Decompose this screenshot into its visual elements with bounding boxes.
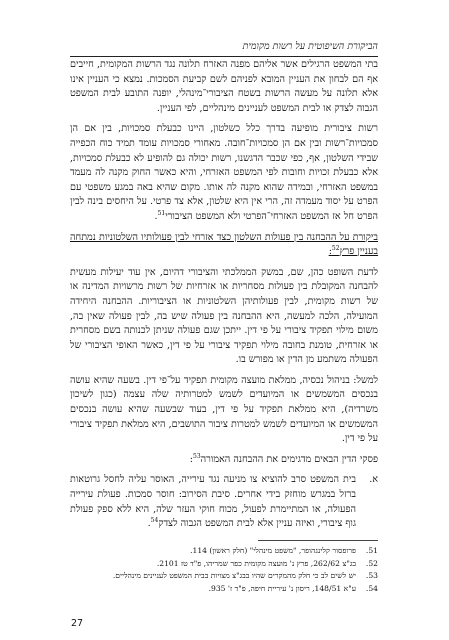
footnote-ref[interactable]: 53 bbox=[193, 452, 201, 460]
footnotes bbox=[70, 545, 378, 595]
running-header-title: הביקורת השיפוטית על רשות מקומית bbox=[242, 41, 378, 52]
paragraph-underlined: ביקורת על ההבחנה בין פעולות השלטון כצד אזרחי לבין פעולותיו השלטוניות נמתחה בעניין פרץ$^{52}$: bbox=[70, 231, 378, 258]
paragraph bbox=[70, 374, 378, 447]
footnote-separator bbox=[258, 540, 378, 541]
paragraph-text: למשל: בניהול נכסיה, ממלאת מועצה מקומית תפקיד על־פי דין. בשעה שהיא עושה בנכסים המשמשים או המיועדים לשמש למטרותיה שלה עצמה (כגון לשיכון משרדיה), היא ממלאת תפקיד על פי דין, בעוד שבשעה שהיא עושה בנכסים המשמשים או המיועדים לשמש למטרות ציבור התושבים, היא ממלאת תפקיד ציבורי על פי דין. bbox=[70, 374, 378, 445]
body-text bbox=[70, 58, 378, 538]
footnote-ref[interactable]: 52 bbox=[331, 244, 340, 252]
paragraph-text: לדעת השופט כהן, שם, במשק הממלכתי והציבורי דהיום, אין עוד יעילות מעשית להבחנה המקובלת בין פעולות מסחריות או אזרחיות של רשות מרשויות המדינה או של רשות מקומית, לבין פעולותיהן השלטוניות או הציבוריות. ההבחנה היחידה המועילה, הלכה למעשה, היא ההבחנה בין פעולה שיש בה, לבין פעולה שאין בה, משום מילוי תפקיד ציבורי על פי דין. ייתכן שגם פעולה שניתן לכנותה בשם מסחרית או אזרחית, טומנת בחובה מילוי תפקיד ציבורי על פי דין, כאשר האופי הציבורי של הפעולה משתמע מן הדין או מפורש בו. bbox=[70, 266, 378, 366]
list-item-text: בית המשפט סרב להוציא צו מניעה נגד עירייה, האוסר עליה לחסל גרוטאות ברזל במגרש מוחזק בידי אחרים. סיבת הסירוב: חוסר סמכות. פעולת עירייה הפעולה, או המתיימרת לפעול, מכוח חוקי העזר שלה, היא ללא ספק פעולת גוף ציבורי, ואיזה עניין אלא לבית המשפט הגבוה לצדק$^{54}$. bbox=[70, 474, 356, 530]
paragraph-text: בתי המשפט הרגילים אשר אליהם מפנה האזרח תלונה נגד הרשות המקומית, חייבים אף הם לבחון את העניין המובא לפניהם לשם קביעת הסמכות. נמצא כי העניין אינו אלא תלונה על מעשה הרשות בשטח הציבורי־מינהלי, יופנה התובע לבית המשפט הגבוה לצדק או לבית המשפט לעניינים מינהליים, לפי העניין. bbox=[70, 59, 378, 114]
footnote-ref[interactable]: 54 bbox=[150, 517, 159, 525]
list-marker: א. bbox=[369, 474, 378, 486]
paragraph bbox=[70, 266, 378, 368]
footnote bbox=[70, 545, 378, 558]
footnote-text: פרופסור קלינגהופר, "משפט מינהלי" (חלק ראשון) 114. bbox=[190, 546, 356, 555]
footnote-ref[interactable]: 51 bbox=[157, 209, 166, 217]
footnote-text: ע"א 148/51, ריסון נ' עיריית חיפה, פ"ד ז' 935. bbox=[208, 583, 356, 593]
footnote-number: 51. bbox=[365, 546, 378, 555]
list-item-body: בית המשפט סרב להוציא צו מניעה נגד עירייה, האוסר עליה לחסל גרוטאות ברזל במגרש מוחזק בידי אחרים. סיבת הסירוב: חוסר סמכות. פעולת עירייה הפעולה, או המתיימרת לפעול, מכוח חוקי העזר שלה, היא ללא ספק פעולת גוף ציבורי, ואיזה עניין אלא לבית המשפט הגבוה לצדק bbox=[70, 474, 356, 530]
running-header bbox=[70, 34, 378, 57]
footnote-number: 52. bbox=[365, 558, 378, 568]
footnote-text: בג"צ 262/62, פרץ נ' מועצה מקומית כפר שמריהו, פ"ד טז 2101. bbox=[156, 558, 356, 568]
footnote-text: יש לשים לב כי חלק מהמקרים שהיו בבג"צ מצויות בבית המשפט לעניינים מינהליים. bbox=[112, 571, 356, 580]
footnote bbox=[70, 570, 378, 583]
list-item bbox=[70, 473, 378, 531]
footnote-number: 53. bbox=[365, 571, 378, 580]
paragraph bbox=[70, 58, 378, 116]
page-number: 27 bbox=[71, 618, 84, 629]
paragraph-text: ביקורת על ההבחנה בין פעולות השלטון כצד אזרחי לבין פעולותיו השלטוניות נמתחה בעניין פרץ bbox=[70, 231, 378, 258]
paragraph-text: רשות ציבורית מופיעה בדרך כלל כשלטון, היינו כבעלת סמכויות, בין אם הן סמכויות־רשות ובין אם הן סמכויות־חובה. מאחורי סמכויות עומד תמיד כוח הכפייה שבידי השלטון, אף, כפי שכבר הדגשנו, רשות יכולה גם להופיע לא כבעלת סמכויות, אלא כבעלת זכויות וחובות לפי המשפט האזרחי, והיא כאשר החוק מקנה לה מעמד במשפט האזרחי, ובמידה שהוא מקנה לה אותו. מקום שהיא באה במגע משפטי עם הפרט על יסוד מעמדה זה, הרי אין היא שלטון, אלא צד פרטי. על היחסים בינה לבין הפרט חל אז המשפט האזרחי־הפרטי ולא המשפט הציבורי bbox=[70, 123, 378, 222]
paragraph: פסקי הדין הבאים מדגימים את ההבחנה האמורה$^{53}$: bbox=[189, 452, 378, 465]
paragraph: רשות ציבורית מופיעה בדרך כלל כשלטון, היינו כבעלת סמכויות, בין אם הן סמכויות־רשות ובין אם הן סמכויות־חובה. מאחורי סמכויות עומד תמיד כוח הכפייה שבידי השלטון, אף, כפי שכבר הדגשנו, רשות יכולה גם להופיע לא כבעלת סמכויות, אלא כבעלת זכויות וחובות לפי המשפט האזרחי, והיא כאשר החוק מקנה לה מעמד במשפט האזרחי, ובמידה שהוא מקנה לה אותו. מקום שהיא באה במגע משפטי עם הפרט על יסוד מעמדה זה, הרי אין היא שלטון, אלא צד פרטי. על היחסים בינה לבין הפרט חל אז המשפט האזרחי־הפרטי ולא המשפט הציבורי$^{51}$. bbox=[70, 123, 378, 222]
paragraph-text: פסקי הדין הבאים מדגימים את ההבחנה האמורה bbox=[200, 453, 378, 465]
footnote bbox=[70, 583, 378, 596]
footnote-number: 54. bbox=[365, 583, 378, 593]
footnote bbox=[70, 558, 378, 571]
